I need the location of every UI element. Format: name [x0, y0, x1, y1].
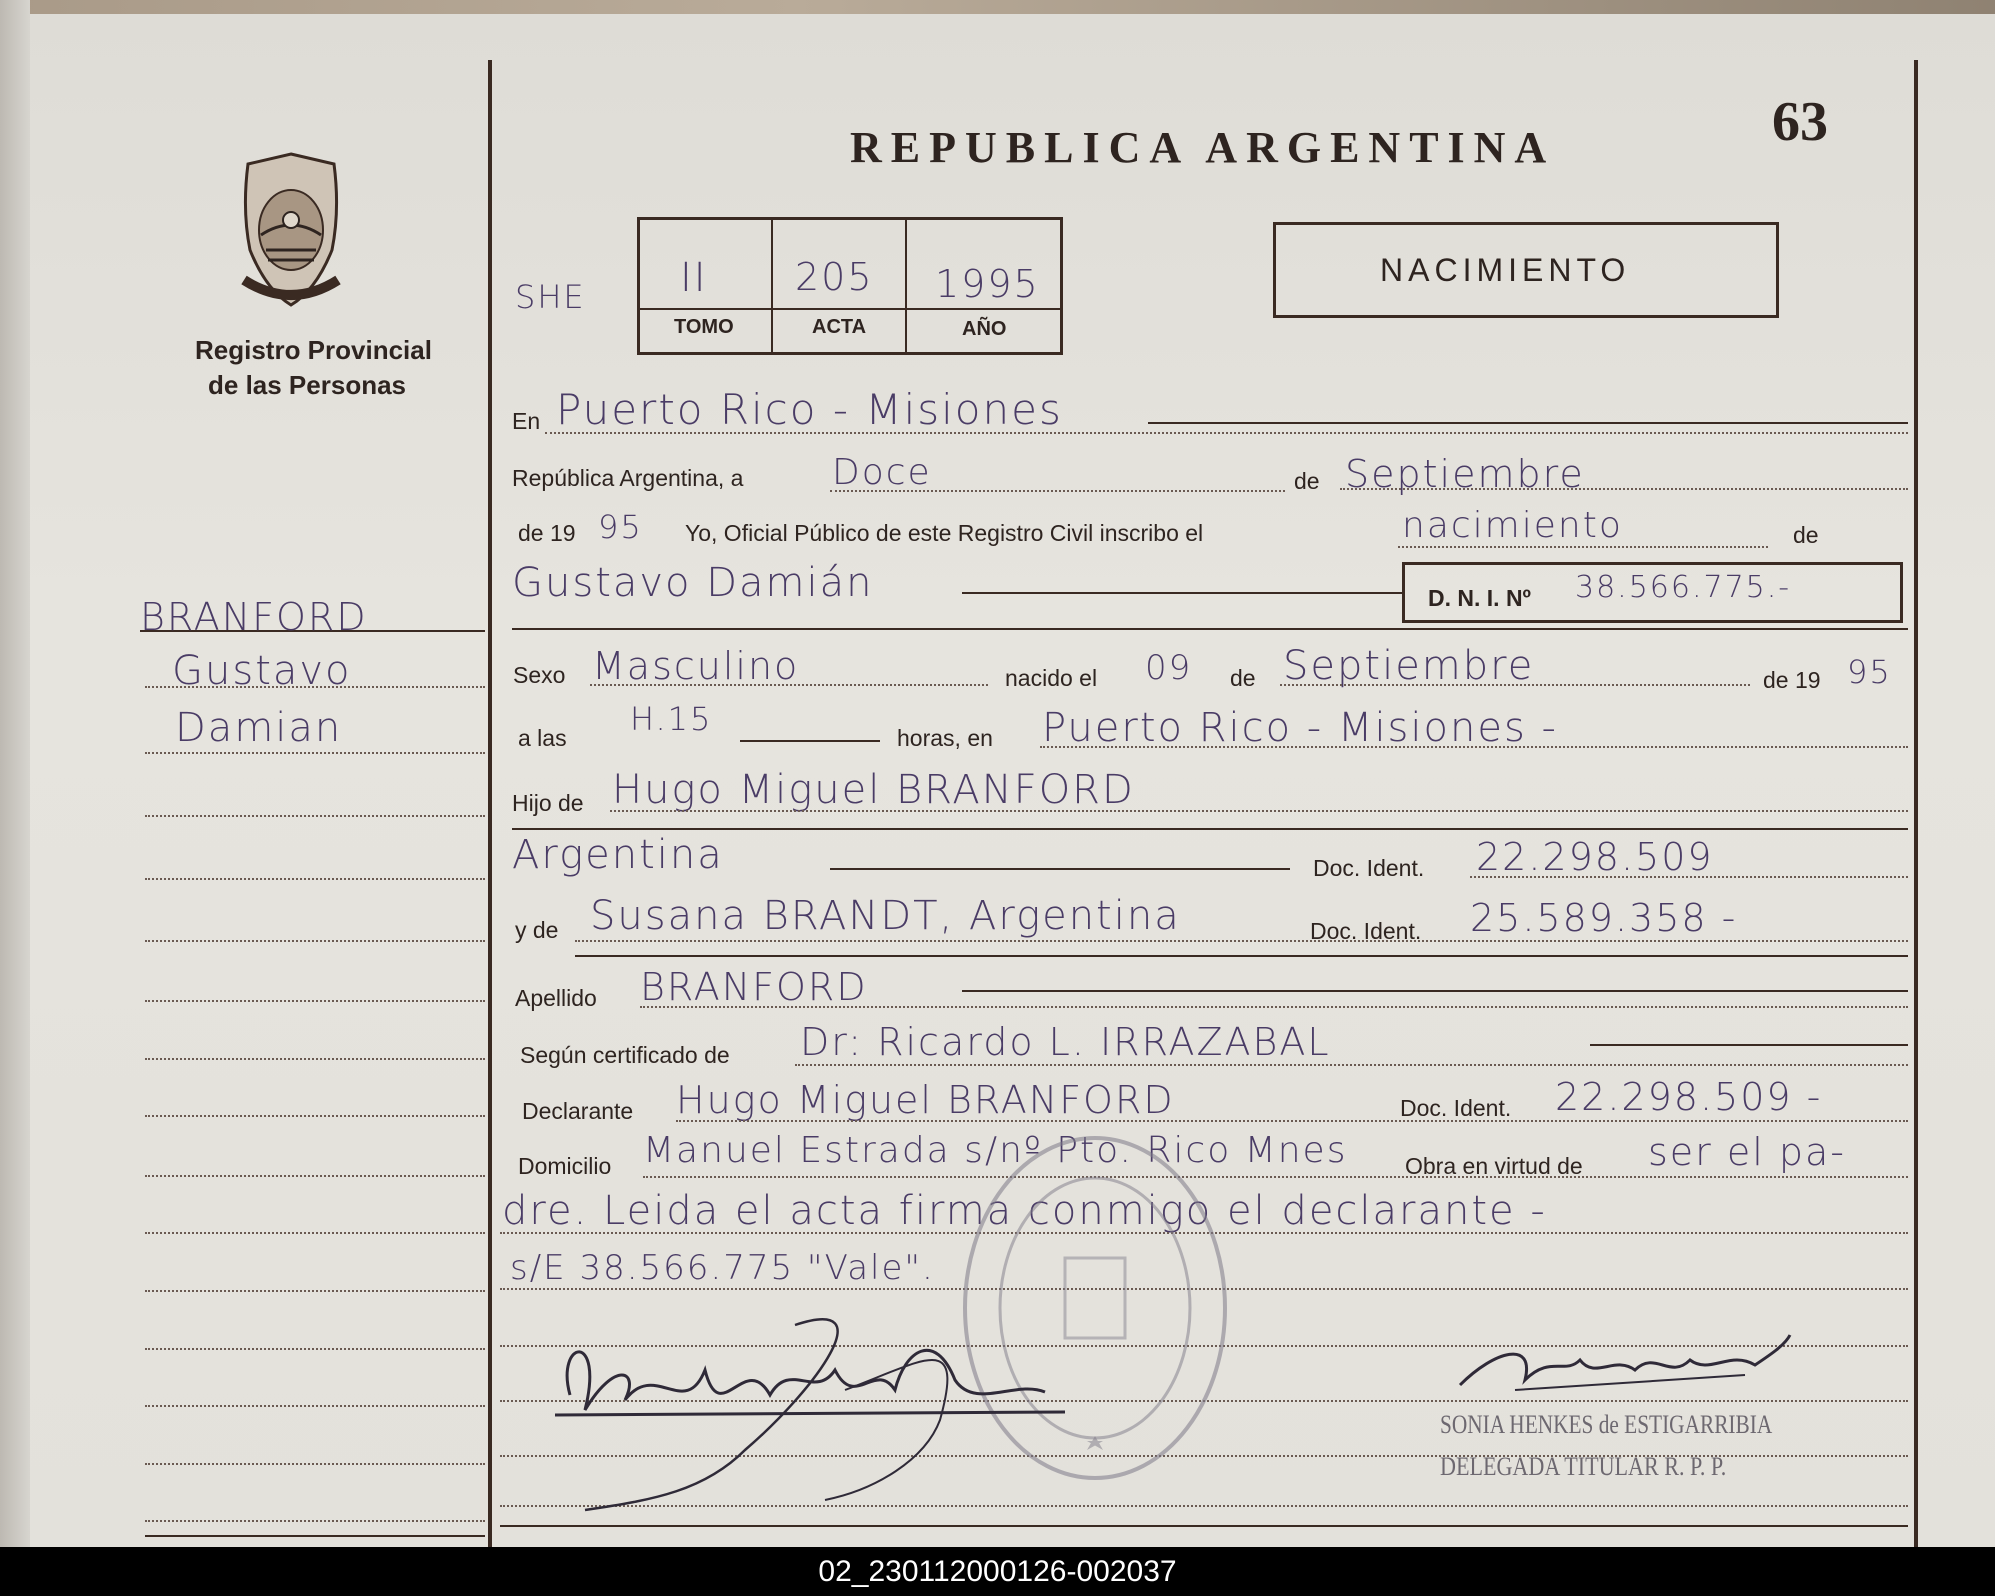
- form-line: [1398, 546, 1768, 548]
- sexo-label: Sexo: [513, 662, 566, 688]
- margin-divider: [488, 60, 492, 1547]
- form-line: [545, 432, 1908, 434]
- form-line: [1340, 488, 1908, 490]
- margin-line: [145, 1405, 485, 1407]
- margin-line: [145, 1290, 485, 1292]
- hour-value: H.15: [630, 700, 713, 738]
- doc-label-mother: Doc. Ident.: [1310, 918, 1422, 944]
- segun-label: Según certificado de: [520, 1042, 730, 1068]
- official-signature: [1455, 1330, 1795, 1405]
- event-value: nacimiento: [1402, 505, 1623, 546]
- form-line: [962, 990, 1908, 992]
- form-line: [512, 828, 1908, 830]
- year-suffix: 95: [598, 508, 643, 546]
- hijo-label: Hijo de: [512, 790, 584, 816]
- month-value: Septiembre: [1345, 452, 1585, 496]
- birth-month: Septiembre: [1283, 643, 1535, 689]
- registry-line2: de las Personas: [208, 370, 406, 400]
- birth-year-suffix: 95: [1847, 653, 1892, 691]
- margin-second-name: Damian: [175, 705, 343, 751]
- mother-name: Susana BRANDT, Argentina: [590, 893, 1181, 939]
- margin-surname: BRANFORD: [140, 595, 368, 639]
- day-value: Doce: [832, 452, 932, 493]
- form-line: [512, 628, 1908, 630]
- form-line: [830, 490, 1285, 492]
- ano-label: AÑO: [962, 318, 1007, 340]
- margin-first-name: Gustavo: [172, 648, 352, 694]
- right-border: [1914, 60, 1918, 1547]
- form-line: [640, 1006, 1908, 1008]
- child-name: Gustavo Damián: [512, 560, 874, 606]
- de3-label: de: [1230, 665, 1256, 691]
- margin-line: [145, 1000, 485, 1002]
- form-line: [830, 868, 1290, 870]
- continuation-line-1: dre. Leida el acta firma conmigo el declarante -: [502, 1188, 1547, 1234]
- horas-label: horas, en: [897, 725, 993, 751]
- declarante-doc: 22.298.509 -: [1555, 1075, 1823, 1119]
- margin-line: [145, 940, 485, 942]
- page-number: 63: [1772, 91, 1828, 153]
- margin-line: [145, 1058, 485, 1060]
- year-prefix: de 19: [518, 520, 576, 546]
- doc-label-declarante: Doc. Ident.: [1400, 1095, 1512, 1121]
- form-line: [1280, 684, 1750, 686]
- apellido-label: Apellido: [515, 985, 597, 1011]
- birth-place: Puerto Rico - Misiones -: [1042, 705, 1558, 751]
- margin-line: [145, 1175, 485, 1177]
- declarante-label: Declarante: [522, 1098, 634, 1124]
- file-id-bar: 02_230112000126-002037: [0, 1547, 1995, 1596]
- margin-line: [145, 1232, 485, 1234]
- de2-label: de: [1793, 522, 1819, 548]
- de-label: de: [1294, 468, 1320, 494]
- margin-line: [145, 752, 485, 754]
- continuation-line-2: s/E 38.566.775 "Vale".: [510, 1248, 935, 1288]
- form-line: [590, 684, 988, 686]
- official-name: SONIA HENKES de ESTIGARRIBIA: [1440, 1410, 1773, 1439]
- margin-line: [145, 1520, 485, 1522]
- father-nationality: Argentina: [512, 832, 724, 878]
- form-line: [500, 1525, 1908, 1527]
- form-line: [610, 810, 1908, 812]
- form-line: [1040, 746, 1908, 748]
- republica-label: República Argentina, a: [512, 465, 744, 491]
- form-line: [575, 955, 1908, 957]
- form-line: [1590, 1044, 1908, 1046]
- form-line: [575, 940, 1908, 942]
- official-title: DELEGADA TITULAR R. P. P.: [1440, 1452, 1727, 1481]
- tomo-label: TOMO: [674, 316, 734, 338]
- form-line: [962, 592, 1402, 594]
- act-type: NACIMIENTO: [1380, 252, 1631, 288]
- dni-value: 38.566.775.-: [1575, 570, 1792, 605]
- form-line: [1148, 422, 1908, 424]
- birth-year-prefix: de 19: [1763, 667, 1821, 693]
- form-line: [740, 740, 880, 742]
- place-value: Puerto Rico - Misiones: [556, 385, 1063, 434]
- dni-label: D. N. I. Nº: [1428, 585, 1531, 611]
- margin-line: [145, 1535, 485, 1537]
- certificate-value: Dr: Ricardo L. IRRAZABAL: [800, 1020, 1331, 1064]
- domicilio-label: Domicilio: [518, 1153, 612, 1179]
- father-doc: 22.298.509: [1476, 835, 1714, 879]
- ano-value: 1995: [935, 262, 1040, 306]
- declarant-signature: [545, 1300, 1085, 1515]
- form-line: [795, 1064, 1908, 1066]
- page-title: REPUBLICA ARGENTINA: [850, 123, 1556, 172]
- en-label: En: [512, 408, 541, 434]
- province-seal-icon: [236, 150, 346, 310]
- nacido-label: nacido el: [1005, 665, 1098, 691]
- obra-value: ser el pa-: [1648, 1130, 1847, 1174]
- margin-line: [145, 815, 485, 817]
- tomo-value: II: [680, 255, 708, 301]
- birth-day: 09: [1145, 648, 1193, 688]
- acta-value: 205: [795, 255, 874, 299]
- record-label-rule: [640, 308, 1060, 310]
- margin-line: [145, 1115, 485, 1117]
- acta-label: ACTA: [812, 316, 867, 338]
- registry-line1: Registro Provincial: [195, 335, 432, 365]
- yde-label: y de: [515, 917, 559, 943]
- obra-label: Obra en virtud de: [1405, 1153, 1583, 1179]
- margin-line: [145, 878, 485, 880]
- page-top-edge: [0, 0, 1995, 14]
- form-line: [1470, 876, 1908, 878]
- domicilio-value: Manuel Estrada s/nº Pto. Rico Mnes: [643, 1130, 1348, 1171]
- prefix-note: SHE: [515, 278, 586, 316]
- declarante-value: Hugo Miguel BRANFORD: [676, 1078, 1175, 1122]
- record-divider: [905, 220, 907, 352]
- doc-label-father: Doc. Ident.: [1313, 855, 1425, 881]
- father-name: Hugo Miguel BRANFORD: [612, 767, 1135, 813]
- official-text: Yo, Oficial Público de este Registro Civil inscribo el: [685, 520, 1204, 546]
- form-line: [676, 1120, 1908, 1122]
- binding-edge: [0, 0, 30, 1547]
- record-divider: [771, 220, 773, 352]
- apellido-value: BRANFORD: [640, 965, 868, 1009]
- form-line: [643, 1176, 1908, 1178]
- mother-doc: 25.589.358 -: [1470, 896, 1738, 940]
- sexo-value: Masculino: [592, 644, 800, 688]
- margin-line: [145, 1463, 485, 1465]
- margin-line: [145, 1348, 485, 1350]
- alas-label: a las: [518, 725, 567, 751]
